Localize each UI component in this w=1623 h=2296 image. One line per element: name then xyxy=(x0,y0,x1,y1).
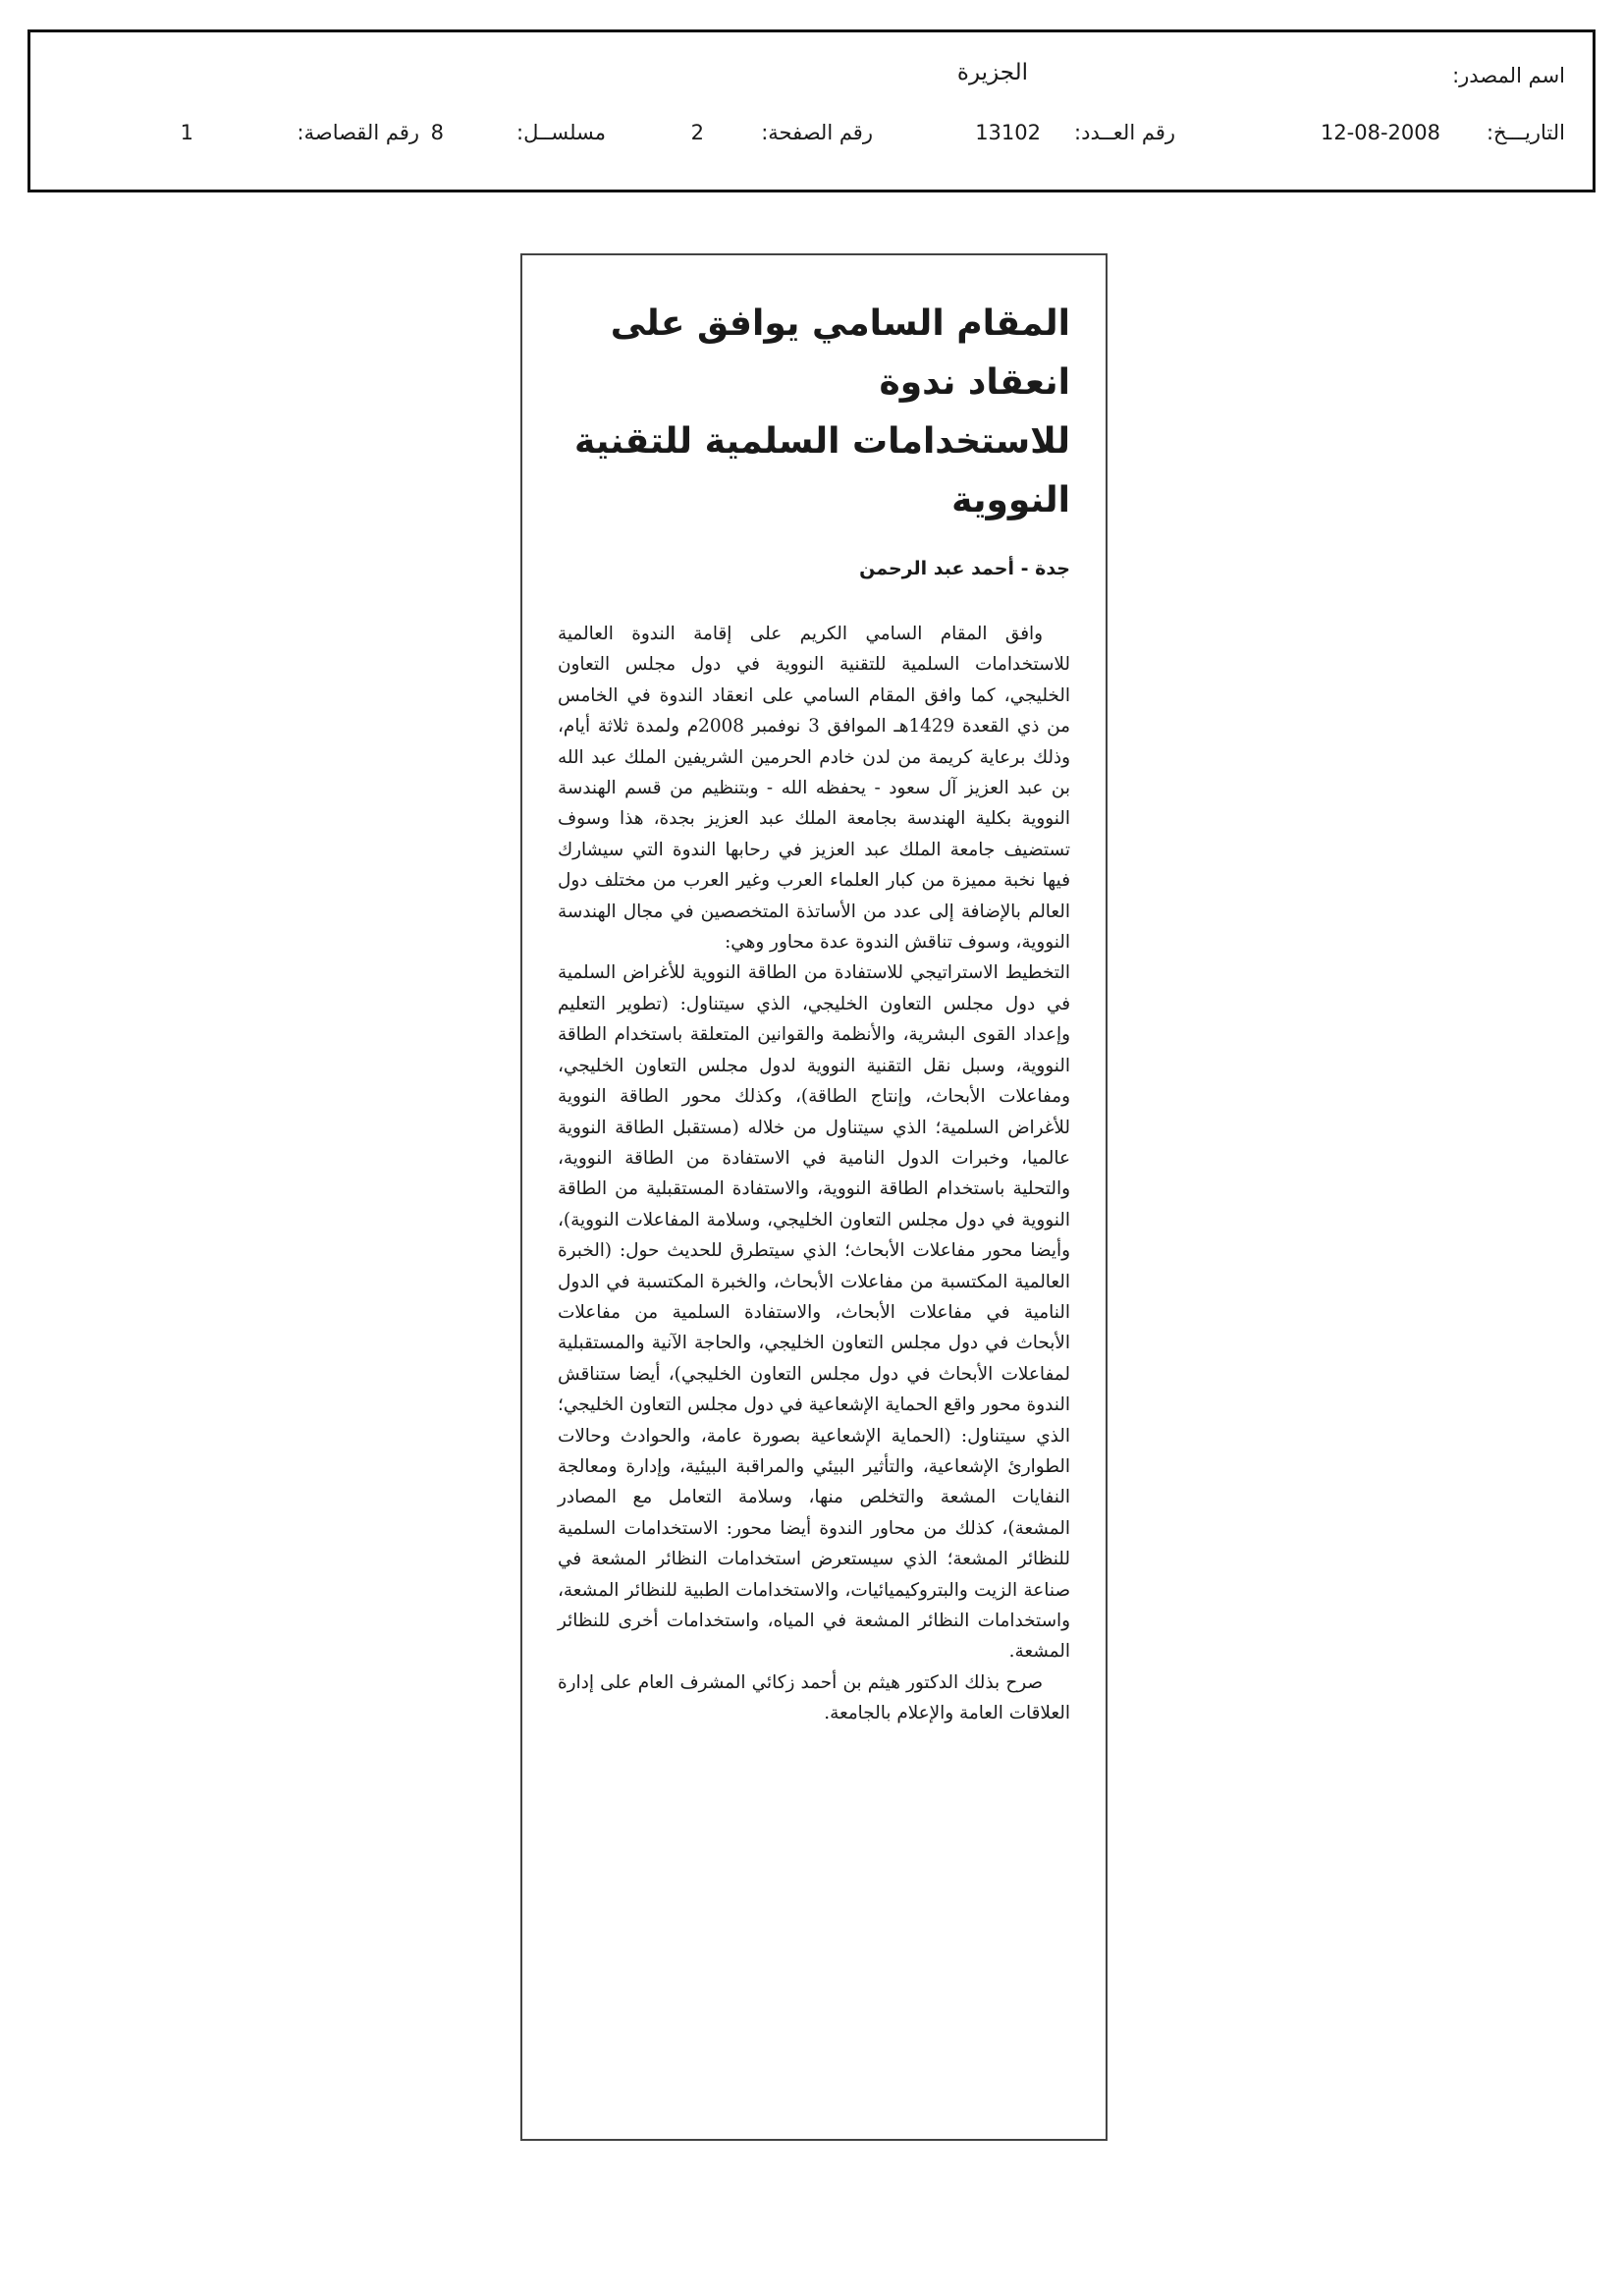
article-paragraph-2: التخطيط الاستراتيجي للاستفادة من الطاقة النووية للأغراض السلمية في دول مجلس التعاون الخليجي، الذي سيتناول: (تطوير التعليم وإعداد القوى البشرية، والأنظمة والقوانين المتعلقة باستخدام الطاقة النووية، وسبل نقل التقنية النووية لدول مجلس التعاون الخليجي، ومفاعلات الأبحاث، وإنتاج الطاقة)، وكذلك محور الطاقة النووية للأغراض السلمية؛ الذي سيتناول من خلاله (مستقبل الطاقة النووية عالميا، وخبرات الدول النامية في الاستفادة من الطاقة النووية، والتحلية باستخدام الطاقة النووية، والاستفادة المستقبلية من الطاقة النووية في دول مجلس التعاون الخليجي، وسلامة المفاعلات النووية)، وأيضا محور مفاعلات الأبحاث؛ الذي سيتطرق للحديث حول: (الخبرة العالمية المكتسبة من مفاعلات الأبحاث، والخبرة المكتسبة في الدول النامية في مفاعلات الأبحاث، والاستفادة السلمية من مفاعلات الأبحاث في دول مجلس التعاون الخليجي، والحاجة الآنية والمستقبلية لمفاعلات الأبحاث في دول مجلس التعاون الخليجي)، أيضا ستناقش الندوة محور واقع الحماية الإشعاعية في دول مجلس التعاون الخليجي؛ الذي سيتناول: (الحماية الإشعاعية بصورة عامة، والحوادث وحالات الطوارئ الإشعاعية، والتأثير البيئي والمراقبة البيئية، وإدارة ومعالجة النفايات المشعة والتخلص منها، وسلامة التعامل مع المصادر المشعة)، كذلك من محاور الندوة أيضا محور: الاستخدامات السلمية للنظائر المشعة؛ الذي سيستعرض استخدامات النظائر المشعة في صناعة الزيت والبتروكيميائيات، والاستخدامات الطبية للنظائر المشعة، واستخدامات النظائر المشعة في المياه، واستخدامات أخرى للنظائر المشعة. xyxy=(558,962,1070,1663)
issue-value: 13102 xyxy=(975,121,1041,144)
article-body xyxy=(558,619,1070,1729)
newspaper-article xyxy=(520,253,1108,2141)
date-value: 12-08-2008 xyxy=(1320,121,1440,144)
headline xyxy=(558,295,1070,530)
byline: جدة - أحمد عبد الرحمن xyxy=(859,558,1070,579)
page-value: 2 xyxy=(690,121,704,144)
clipping-label: رقم القصاصة: xyxy=(297,121,419,144)
headline-line-1: المقام السامي يوافق على انعقاد ندوة xyxy=(610,303,1070,403)
clipping-header-box xyxy=(27,29,1596,192)
source-value: الجزيرة xyxy=(956,60,1028,85)
article-paragraph-3: صرح بذلك الدكتور هيثم بن أحمد زكائي المشرف العام على إدارة العلاقات العامة والإعلام بالجامعة. xyxy=(558,1671,1070,1724)
serial-value: 8 xyxy=(430,121,444,144)
article-paragraph-1: وافق المقام السامي الكريم على إقامة الندوة العالمية للاستخدامات السلمية للتقنية النووية في دول مجلس التعاون الخليجي، كما وافق المقام السامي على انعقاد الندوة في الخامس من ذي القعدة 1429هـ الموافق 3 نوفمبر 2008م ولمدة ثلاثة أيام، وذلك برعاية كريمة من لدن خادم الحرمين الشريفين الملك عبد الله بن عبد العزيز آل سعود - يحفظه الله - وبتنظيم من قسم الهندسة النووية بكلية الهندسة بجامعة الملك عبد العزيز بجدة، هذا وسوف تستضيف جامعة الملك عبد العزيز في رحابها الندوة التي سيشارك فيها نخبة مميزة من كبار العلماء العرب وغير العرب من مختلف دول العالم بالإضافة إلى عدد من الأساتذة المتخصصين في مجال الهندسة النووية، وسوف تناقش الندوة عدة محاور وهي: xyxy=(558,624,1070,954)
date-label: التاريـــخ: xyxy=(1486,121,1565,144)
headline-line-2: للاستخدامات السلمية للتقنية النووية xyxy=(574,421,1070,520)
serial-label: مسلســل: xyxy=(516,121,606,144)
source-label: اسم المصدر: xyxy=(1452,64,1565,87)
clipping-value: 1 xyxy=(180,121,193,144)
issue-label: رقم العــدد: xyxy=(1074,121,1175,144)
page-label: رقم الصفحة: xyxy=(761,121,873,144)
